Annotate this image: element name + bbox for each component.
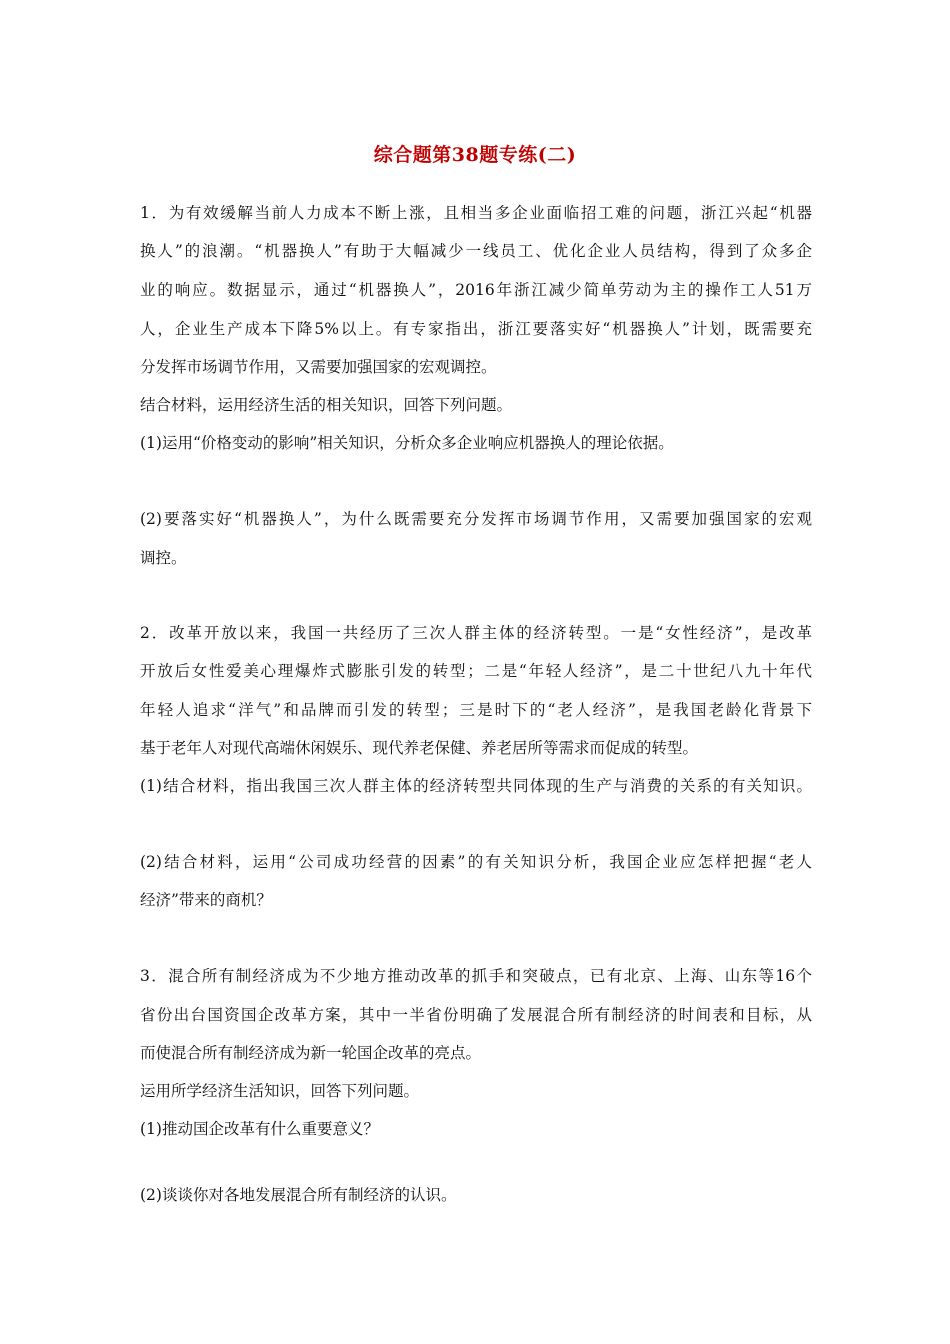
q3-instruction: 运用所学经济生活知识，回答下列问题。 <box>140 1082 420 1100</box>
q3-sub1: (1)推动国企改革有什么重要意义？ <box>140 1120 379 1138</box>
q1-sub1: (1)运用“价格变动的影响”相关知识，分析众多企业响应机器换人的理论依据。 <box>140 434 674 452</box>
q2-sub2-line-1: (2)结合材料，运用“公司成功经营的因素”的有关知识分析，我国企业应怎样把握“老人 <box>140 853 812 871</box>
q1-sub2-line-1: (2)要落实好“机器换人”，为什么既需要充分发挥市场调节作用，又需要加强国家的宏观 <box>140 510 812 528</box>
q2-line-3: 年轻人追求“洋气”和品牌而引发的转型；三是时下的“老人经济”，是我国老龄化背景下 <box>140 701 812 719</box>
q1-instruction: 结合材料，运用经济生活的相关知识，回答下列问题。 <box>140 396 513 414</box>
q1-line-2: 换人”的浪潮。“机器换人”有助于大幅减少一线员工、优化企业人员结构，得到了众多企 <box>140 242 812 260</box>
q3-line-2: 省份出台国资国企改革方案，其中一半省份明确了发展混合所有制经济的时间表和目标，从 <box>140 1006 812 1024</box>
q3-line-3: 而使混合所有制经济成为新一轮国企改革的亮点。 <box>140 1044 482 1062</box>
q2-line-4: 基于老年人对现代高端休闲娱乐、现代养老保健、养老居所等需求而促成的转型。 <box>140 739 699 757</box>
q1-line-3: 业的响应。数据显示，通过“机器换人”，2016年浙江减少简单劳动为主的操作工人51万 <box>140 281 812 299</box>
q2-sub1: (1)结合材料，指出我国三次人群主体的经济转型共同体现的生产与消费的关系的有关知识。 <box>140 777 812 795</box>
page-title: 综合题第38题专练(二) <box>373 144 577 166</box>
q2-sub2-line-2: 经济”带来的商机？ <box>140 891 272 909</box>
q3-sub2: (2)谈谈你对各地发展混合所有制经济的认识。 <box>140 1186 457 1204</box>
q1-line-1: 1．为有效缓解当前人力成本不断上涨，且相当多企业面临招工难的问题，浙江兴起“机器 <box>140 204 812 222</box>
q2-line-1: 2．改革开放以来，我国一共经历了三次人群主体的经济转型。一是“女性经济”，是改革 <box>140 624 812 642</box>
q2-line-2: 开放后女性爱美心理爆炸式膨胀引发的转型；二是“年轻人经济”，是二十世纪八九十年代 <box>140 662 812 680</box>
q1-line-5: 分发挥市场调节作用，又需要加强国家的宏观调控。 <box>140 358 497 376</box>
q3-line-1: 3．混合所有制经济成为不少地方推动改革的抓手和突破点，已有北京、上海、山东等16个 <box>140 967 812 985</box>
q1-sub2-line-2: 调控。 <box>140 549 187 567</box>
q1-line-4: 人，企业生产成本下降5%以上。有专家指出，浙江要落实好“机器换人”计划，既需要充 <box>140 320 812 338</box>
